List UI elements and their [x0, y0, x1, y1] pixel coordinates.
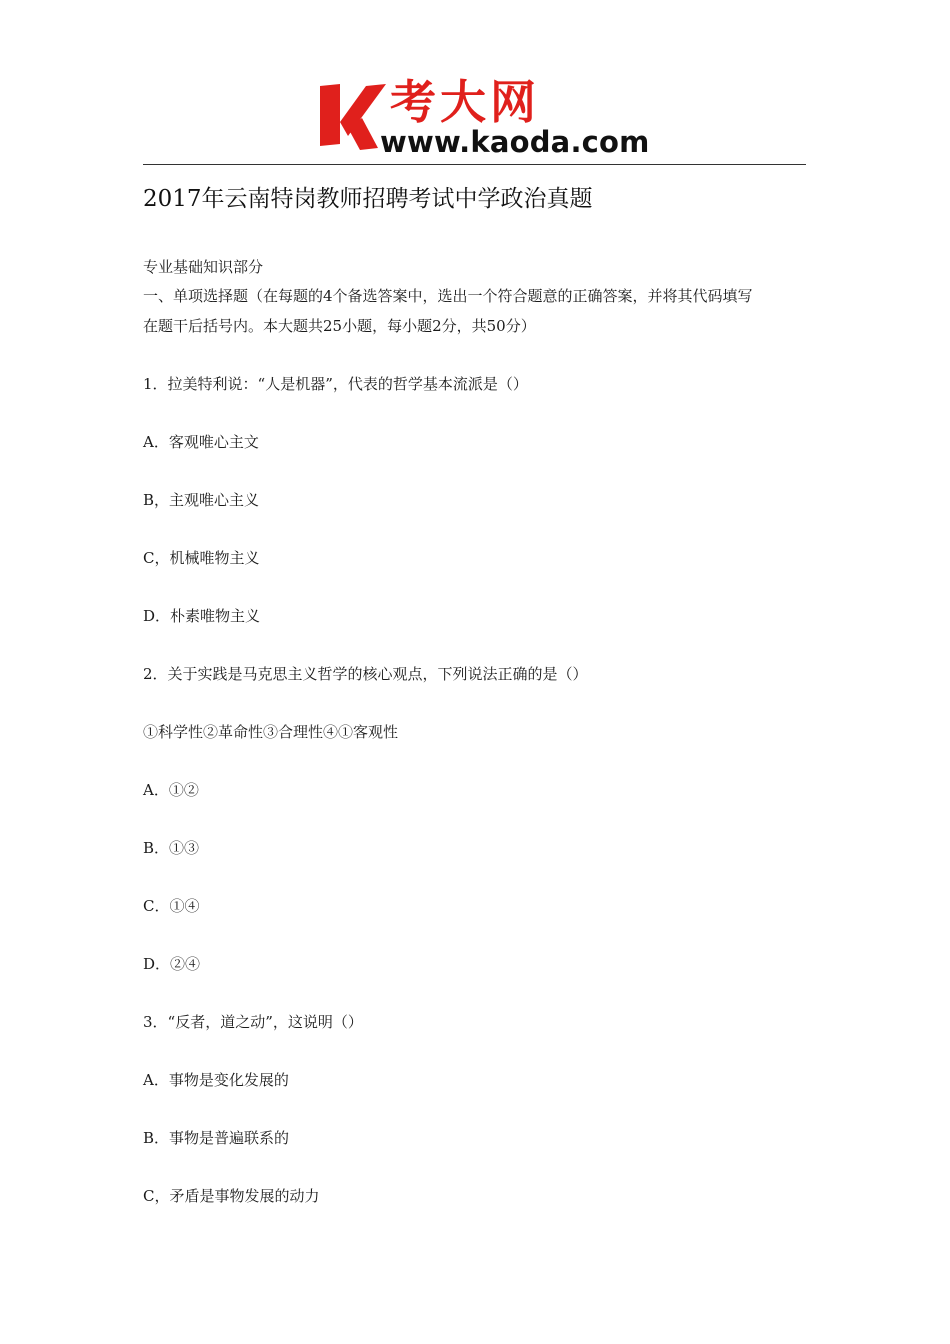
option-item: B，主观唯心主义: [143, 491, 260, 509]
option-item: C，矛盾是事物发展的动力: [143, 1187, 320, 1205]
option-item: B．①③: [143, 839, 200, 857]
option-item: D．②④: [143, 955, 201, 973]
header-divider: [143, 164, 806, 165]
question-stem: 3．“反者，道之动”，这说明（）: [143, 1013, 363, 1031]
option-item: A．客观唯心主文: [143, 433, 259, 451]
site-logo[interactable]: [318, 75, 650, 162]
option-item: B．事物是普遍联系的: [143, 1129, 290, 1147]
option-item: D．朴素唯物主义: [143, 607, 261, 625]
logo-url: www.kaoda.com: [380, 125, 650, 159]
instructions-line-1: 一、单项选择题（在每题的4个备选答案中，选出一个符合题意的正确答案，并将其代码填写: [143, 287, 753, 305]
document-title: 2017年云南特岗教师招聘考试中学政治真题: [143, 186, 593, 212]
question-sub-items: ①科学性②革命性③合理性④①客观性: [143, 723, 399, 741]
option-item: C．①④: [143, 897, 200, 915]
option-item: A．①②: [143, 781, 199, 799]
instructions-line-2: 在题干后括号内。本大题共25小题，每小题2分，共50分）: [143, 317, 536, 335]
question-stem: 2．关于实践是马克思主义哲学的核心观点，下列说法正确的是（）: [143, 665, 588, 683]
question-stem: 1．拉美特利说：“人是机器”，代表的哲学基本流派是（）: [143, 375, 528, 393]
logo-name: 考大网: [390, 75, 540, 129]
option-item: C，机械唯物主义: [143, 549, 260, 567]
option-item: A．事物是变化发展的: [143, 1071, 289, 1089]
section-heading: 专业基础知识部分: [143, 258, 264, 276]
